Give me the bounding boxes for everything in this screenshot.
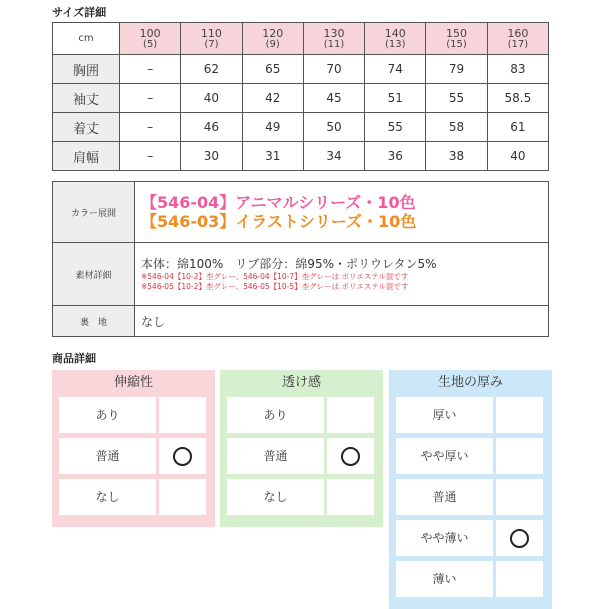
panel-body [52, 395, 215, 527]
option-row [396, 479, 545, 515]
option-label: 普通 [59, 438, 156, 474]
option-mark-cell [496, 520, 543, 556]
option-label: やや厚い [396, 438, 493, 474]
selected-circle-icon [173, 447, 192, 466]
lining-row [53, 306, 549, 337]
table-cell: 79 [426, 55, 487, 84]
material-note: ※546-04【10-2】杢グレー、546-04【10-7】杢グレーは ポリエステル混です [141, 272, 409, 281]
table-cell: 83 [487, 55, 548, 84]
table-cell: 31 [242, 142, 303, 171]
option-label: あり [59, 397, 156, 433]
table-cell: 62 [181, 55, 242, 84]
material-main: 本体：綿100% リブ部分：綿95%・ポリウレタン5% [141, 257, 437, 271]
unit-cell: cm [53, 23, 120, 55]
size-section-title: サイズ詳細 [52, 6, 107, 19]
info-table [52, 181, 549, 337]
table-cell: 74 [365, 55, 426, 84]
option-label: なし [227, 479, 324, 515]
table-row [53, 55, 549, 84]
option-mark-cell [496, 438, 543, 474]
option-mark-cell [327, 397, 374, 433]
option-mark-cell [159, 397, 206, 433]
lining-value: なし [135, 306, 549, 337]
table-cell: 55 [426, 84, 487, 113]
table-cell: 51 [365, 84, 426, 113]
table-cell: 45 [303, 84, 364, 113]
table-cell: – [120, 142, 181, 171]
sheerness-panel [220, 370, 383, 527]
table-cell: 40 [487, 142, 548, 171]
row-label: 胸囲 [53, 55, 120, 84]
option-label: 厚い [396, 397, 493, 433]
table-cell: 40 [181, 84, 242, 113]
table-cell: 65 [242, 55, 303, 84]
row-label: 袖丈 [53, 84, 120, 113]
option-row [227, 397, 376, 433]
panel-body [389, 395, 552, 609]
size-header-cell: 130 (11) [303, 23, 364, 55]
option-mark-cell [496, 479, 543, 515]
table-cell: 38 [426, 142, 487, 171]
table-cell: 30 [181, 142, 242, 171]
color-row [53, 182, 549, 243]
detail-section-title: 商品詳細 [52, 352, 96, 365]
table-cell: 55 [365, 113, 426, 142]
size-header-cell: 120 (9) [242, 23, 303, 55]
table-cell: 46 [181, 113, 242, 142]
selected-circle-icon [510, 529, 529, 548]
option-row [396, 520, 545, 556]
option-row [59, 479, 208, 515]
table-cell: – [120, 55, 181, 84]
panel-title: 伸縮性 [113, 375, 153, 390]
table-cell: 50 [303, 113, 364, 142]
size-header-cell: 160 (17) [487, 23, 548, 55]
table-cell: 58.5 [487, 84, 548, 113]
selected-circle-icon [341, 447, 360, 466]
size-header-cell: 140 (13) [365, 23, 426, 55]
material-row [53, 243, 549, 306]
table-row [53, 84, 549, 113]
option-mark-cell [159, 479, 206, 515]
option-row [59, 397, 208, 433]
color-value [135, 182, 549, 243]
color-line-illust: 【546-03】イラストシリーズ・10色 [141, 212, 417, 231]
option-label: 薄い [396, 561, 493, 597]
table-cell: 70 [303, 55, 364, 84]
table-cell: 42 [242, 84, 303, 113]
table-cell: 58 [426, 113, 487, 142]
material-note: ※546-05【10-2】杢グレー、546-05【10-5】杢グレーは ポリエステル混です [141, 282, 409, 291]
option-row [59, 438, 208, 474]
panel-title: 生地の厚み [437, 375, 503, 390]
table-cell: 36 [365, 142, 426, 171]
table-cell: – [120, 113, 181, 142]
stretch-panel [52, 370, 215, 527]
option-row [396, 438, 545, 474]
option-row [396, 397, 545, 433]
panel-body [220, 395, 383, 527]
option-label: やや薄い [396, 520, 493, 556]
option-mark-cell [496, 561, 543, 597]
option-label: 普通 [227, 438, 324, 474]
table-cell: 49 [242, 113, 303, 142]
option-mark-cell [327, 438, 374, 474]
table-cell: 61 [487, 113, 548, 142]
size-table [52, 22, 549, 171]
table-row [53, 142, 549, 171]
thickness-panel [389, 370, 552, 609]
option-label: 普通 [396, 479, 493, 515]
option-row [227, 438, 376, 474]
option-label: なし [59, 479, 156, 515]
lining-label: 裏 地 [53, 306, 135, 337]
option-mark-cell [327, 479, 374, 515]
size-header-cell: 110 (7) [181, 23, 242, 55]
size-header-cell: 100 (5) [120, 23, 181, 55]
row-label: 肩幅 [53, 142, 120, 171]
option-mark-cell [496, 397, 543, 433]
material-value [135, 243, 549, 306]
option-row [396, 561, 545, 597]
table-cell: 34 [303, 142, 364, 171]
table-cell: – [120, 84, 181, 113]
option-label: あり [227, 397, 324, 433]
row-label: 着丈 [53, 113, 120, 142]
size-header-row [53, 23, 549, 55]
size-header-cell: 150 (15) [426, 23, 487, 55]
color-label: カラー展開 [53, 182, 135, 243]
panel-title: 透け感 [281, 375, 321, 390]
color-line-animal: 【546-04】アニマルシリーズ・10色 [141, 193, 416, 212]
table-row [53, 113, 549, 142]
material-label: 素材詳細 [53, 243, 135, 306]
option-mark-cell [159, 438, 206, 474]
option-row [227, 479, 376, 515]
